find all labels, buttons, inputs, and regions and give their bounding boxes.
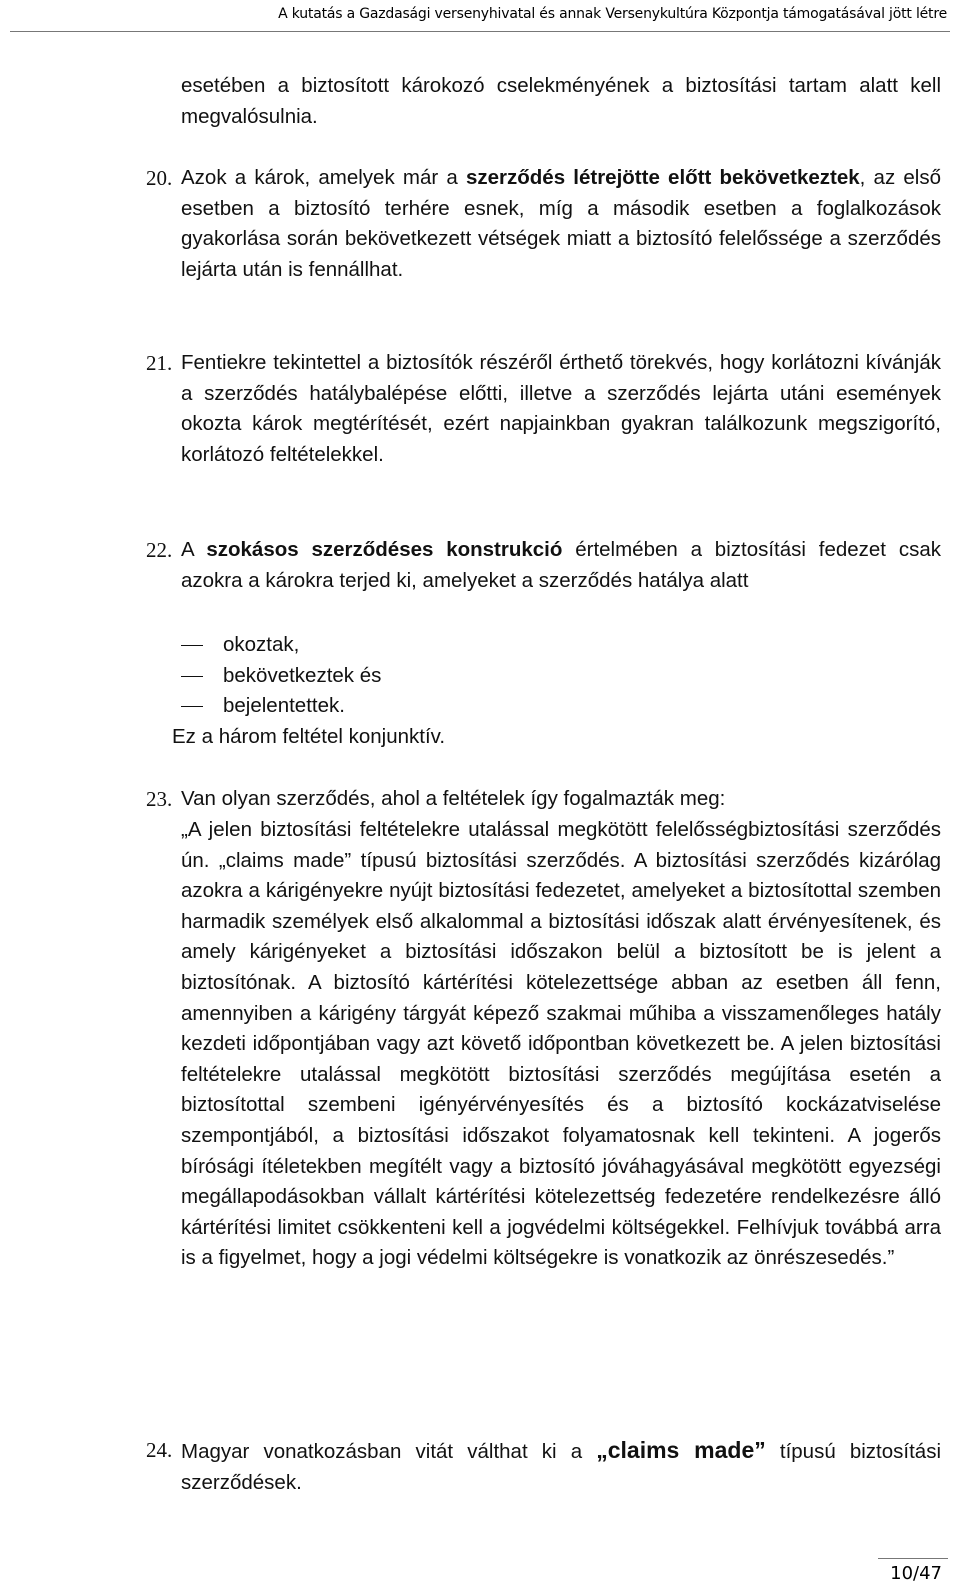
text-run: , az első esetben a biztosító terhére esnek, míg a második esetben a foglalkozások gyakorlása során bekövetkezett vétségek miatt a biztosító felelőssége a szerződés lejárta után is fennállhat. [181,166,941,281]
quoted-clause: „A jelen biztosítási feltételekre utalással megkötött felelősségbiztosítási szerződés ún. „claims made” típusú biztosítási szerződés. A biztosítási szerződés kizárólag azokra a kárigényekre nyújt biztosítási fedezetet, amelyeket a biztosítottal szemben harmadik személyek első alkalommal a biztosítási időszak alatt érvényesítenek, és amely kárigényeket a biztosítási időszakon belül a biztosított be is jelent a biztosítónak. A biztosító kártérítési kötelezettsége abban az esetben áll fenn, amennyiben a kárigény tárgyát képező szakmai műhiba a visszamenőleges hatály kezdeti időpontjában vagy azt követő időpontban következett be. A jelen biztosítási feltételekre utalással megkötött biztosítási szerződés megújítása esetén a biztosítottal szembeni igényérvényesítés és a biztosító kockázatviselése szempontjából, a biztosítási időszakot folyamatosnak kell tekinteni. A jogerős bírósági ítéletekben megítélt vagy a biztosító jóváhagyásával megkötött egyezségi megállapodásokban vállalt kártérítési kötelezettség fedezetére rendelkezésre álló kártérítési limitet csökkenteni kell a jogvédelmi költségekkel. Felhívjuk továbbá arra is a figyelmet, hogy a jogi védelmi költségekre is vonatkozik az önrészesedés.” [181,818,941,1270]
paragraph-text [181,1435,941,1498]
closing-sentence: Ez a három feltétel konjunktív. [172,725,446,748]
paragraph-number: 23. [146,787,173,811]
condition-list [181,630,941,722]
text-run: A [181,538,207,561]
paragraph-intro: Van olyan szerződés, ahol a feltételek így fogalmazták meg: [181,787,726,810]
paragraph-number: 20. [146,166,173,190]
text-run: értelmében a biztosítási fedezet csak azokra a károkra terjed ki, amelyeket a szerződés hatálya alatt [181,538,941,592]
list-item-label: bejelentettek. [223,694,345,718]
bold-run: szerződés létrejötte előtt bekövetkeztek [465,166,860,189]
text-run: Azok a károk, amelyek már a [181,166,466,189]
list-item-label: bekövetkeztek és [223,663,382,687]
paragraph-number: 22. [146,538,173,562]
text-run: Magyar vonatkozásban vitát válthat ki a [181,1440,597,1463]
paragraph-number: 24. [146,1438,173,1462]
list-item [181,630,941,661]
footer-rule [878,1558,948,1559]
text-run: típusú biztosítási szerződések. [181,1440,941,1494]
dash-bullet [181,645,203,646]
list-item-label: okoztak, [223,633,300,656]
paragraph-text [181,535,941,596]
continuation-paragraph: esetében a biztosított károkozó cselekményének a biztosítási tartam alatt kell megvalósulnia. [181,74,941,128]
header-rule [10,31,950,32]
dash-bullet [181,706,203,707]
dash-bullet [181,676,203,677]
bold-run: szokásos szerződéses konstrukció [206,538,563,561]
paragraph-number: 21. [146,351,173,375]
page-header [0,0,960,32]
list-item [181,661,941,692]
list-item [181,691,941,722]
paragraph-text: Fentiekre tekintettel a biztosítók részéről érthető törekvés, hogy korlátozni kívánják a szerződés hatálybalépése előtti, illetve a szerződés lejárta utáni események okozta károk megtérítését, ezért napjainkban gyakran találkozunk megszigorító, korlátozó feltételekkel. [181,351,941,466]
paragraph-text [181,163,941,285]
page-number: 10/47 [890,1563,942,1584]
bold-run: „claims made” [596,1437,766,1463]
header-text: A kutatás a Gazdasági versenyhivatal és annak Versenykultúra Központja támogatásával jött létre [278,6,947,22]
